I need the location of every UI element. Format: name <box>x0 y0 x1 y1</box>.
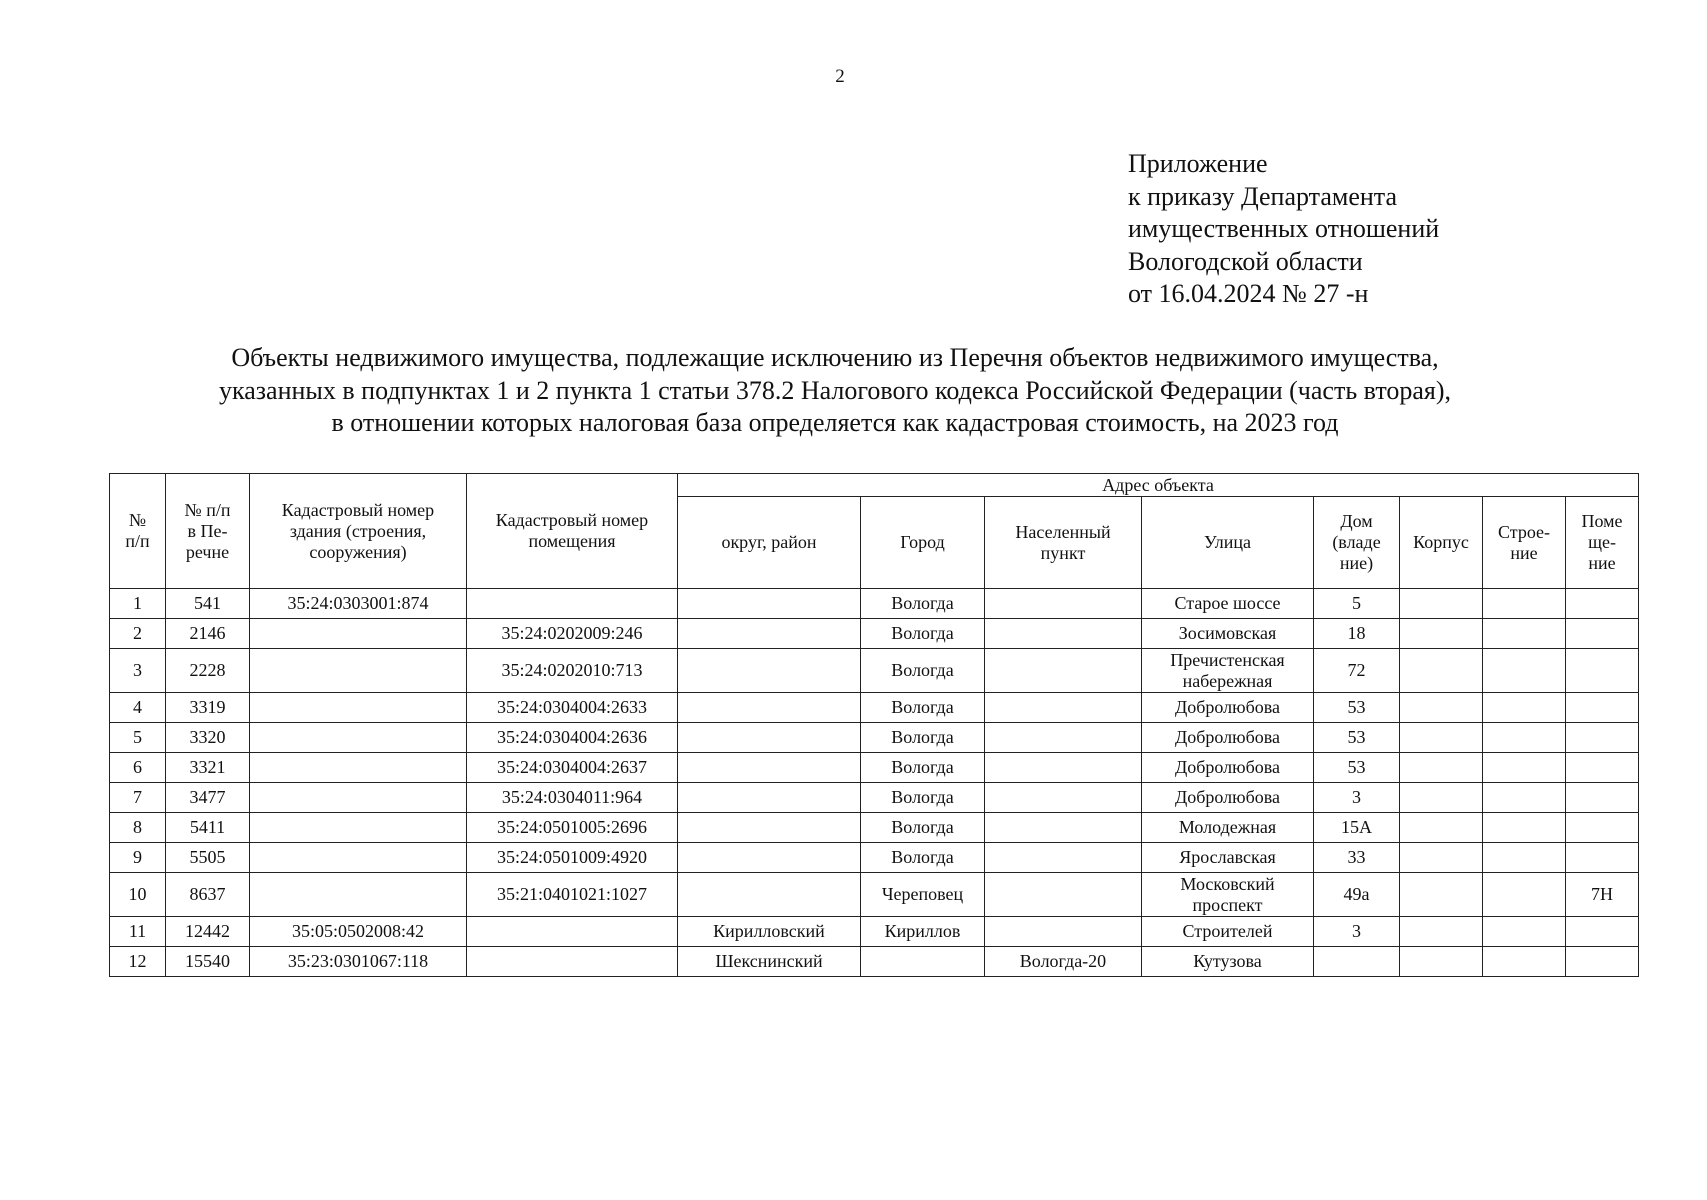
header-line: Населенный <box>1015 521 1111 542</box>
cell-street: Добролюбова <box>1142 783 1314 813</box>
header-street: Улица <box>1142 497 1314 589</box>
cell-korpus <box>1400 813 1483 843</box>
cell-room <box>1566 753 1639 783</box>
cell-list-num: 12442 <box>166 917 250 947</box>
header-building-cadastral <box>250 474 467 589</box>
cell-settlement <box>985 723 1142 753</box>
cell-building-cadastral <box>250 649 467 693</box>
cell-district: Шекснинский <box>678 947 861 977</box>
cell-city: Вологда <box>861 753 985 783</box>
cell-num: 3 <box>110 649 166 693</box>
cell-building <box>1483 843 1566 873</box>
cell-building <box>1483 649 1566 693</box>
cell-building-cadastral: 35:24:0303001:874 <box>250 589 467 619</box>
cell-korpus <box>1400 947 1483 977</box>
cell-room <box>1566 843 1639 873</box>
cell-building <box>1483 917 1566 947</box>
cell-num: 9 <box>110 843 166 873</box>
cell-num: 12 <box>110 947 166 977</box>
cell-building-cadastral: 35:23:0301067:118 <box>250 947 467 977</box>
cell-room-cadastral <box>467 947 678 977</box>
cell-room-cadastral <box>467 917 678 947</box>
header-room-cadastral <box>467 474 678 589</box>
cell-korpus <box>1400 873 1483 917</box>
cell-room <box>1566 813 1639 843</box>
cell-building <box>1483 947 1566 977</box>
cell-korpus <box>1400 843 1483 873</box>
header-korpus: Корпус <box>1400 497 1483 589</box>
cell-street <box>1142 873 1314 917</box>
appendix-block <box>1128 148 1439 311</box>
cell-room-cadastral: 35:24:0501009:4920 <box>467 843 678 873</box>
header-line: помещения <box>528 531 616 551</box>
cell-city: Вологда <box>861 843 985 873</box>
header-line: Поме <box>1581 511 1623 531</box>
cell-street: Ярославская <box>1142 843 1314 873</box>
table-row <box>110 843 1639 873</box>
cell-street: Добролюбова <box>1142 723 1314 753</box>
table-row <box>110 723 1639 753</box>
cell-list-num: 541 <box>166 589 250 619</box>
cell-num: 6 <box>110 753 166 783</box>
cell-city: Вологда <box>861 813 985 843</box>
cell-house: 53 <box>1314 693 1400 723</box>
cell-settlement <box>985 589 1142 619</box>
header-room <box>1566 497 1639 589</box>
cell-building <box>1483 693 1566 723</box>
header-num <box>110 474 166 589</box>
cell-settlement <box>985 843 1142 873</box>
cell-district: Кирилловский <box>678 917 861 947</box>
cell-room <box>1566 917 1639 947</box>
cell-city: Вологда <box>861 693 985 723</box>
cell-building <box>1483 589 1566 619</box>
street-line: проспект <box>1192 894 1263 915</box>
street-line: Московский <box>1180 873 1275 894</box>
cell-list-num: 5411 <box>166 813 250 843</box>
cell-house: 53 <box>1314 753 1400 783</box>
cell-street <box>1142 649 1314 693</box>
document-title <box>120 342 1550 440</box>
cell-room-cadastral: 35:24:0304004:2637 <box>467 753 678 783</box>
objects-table <box>109 473 1639 977</box>
cell-street: Молодежная <box>1142 813 1314 843</box>
table-row <box>110 619 1639 649</box>
header-line: п/п <box>125 531 150 551</box>
cell-num: 7 <box>110 783 166 813</box>
cell-korpus <box>1400 917 1483 947</box>
cell-korpus <box>1400 589 1483 619</box>
cell-building-cadastral <box>250 813 467 843</box>
header-line: ние <box>1588 553 1616 573</box>
cell-house <box>1314 947 1400 977</box>
cell-list-num: 3320 <box>166 723 250 753</box>
cell-settlement: Вологда-20 <box>985 947 1142 977</box>
header-district: округ, район <box>678 497 861 589</box>
cell-num: 5 <box>110 723 166 753</box>
cell-settlement <box>985 619 1142 649</box>
cell-settlement <box>985 693 1142 723</box>
cell-room <box>1566 947 1639 977</box>
cell-building-cadastral <box>250 723 467 753</box>
cell-list-num: 2228 <box>166 649 250 693</box>
street-line: Пречистенская <box>1170 649 1285 670</box>
cell-settlement <box>985 813 1142 843</box>
header-list-num <box>166 474 250 589</box>
cell-list-num: 5505 <box>166 843 250 873</box>
cell-street: Добролюбова <box>1142 693 1314 723</box>
appendix-line: имущественных отношений <box>1128 214 1440 243</box>
header-line: № <box>128 510 147 530</box>
header-line: № п/п <box>184 499 231 520</box>
cell-district <box>678 873 861 917</box>
header-house <box>1314 497 1400 589</box>
cell-num: 2 <box>110 619 166 649</box>
header-line: ще- <box>1588 532 1616 552</box>
cell-house: 18 <box>1314 619 1400 649</box>
cell-room-cadastral: 35:24:0304011:964 <box>467 783 678 813</box>
header-city: Город <box>861 497 985 589</box>
cell-district <box>678 693 861 723</box>
cell-house: 3 <box>1314 783 1400 813</box>
cell-house: 15А <box>1314 813 1400 843</box>
cell-korpus <box>1400 783 1483 813</box>
header-line: сооружения) <box>309 541 407 562</box>
cell-city: Вологда <box>861 649 985 693</box>
cell-district <box>678 813 861 843</box>
table-row <box>110 813 1639 843</box>
cell-city: Череповец <box>861 873 985 917</box>
header-building <box>1483 497 1566 589</box>
table-row <box>110 917 1639 947</box>
cell-city: Кириллов <box>861 917 985 947</box>
cell-district <box>678 723 861 753</box>
header-line: ние) <box>1339 553 1374 573</box>
cell-korpus <box>1400 723 1483 753</box>
cell-list-num: 8637 <box>166 873 250 917</box>
cell-korpus <box>1400 753 1483 783</box>
table-row <box>110 947 1639 977</box>
cell-city: Вологда <box>861 619 985 649</box>
header-line: Кадастровый номер <box>281 499 435 520</box>
cell-korpus <box>1400 619 1483 649</box>
cell-building-cadastral <box>250 693 467 723</box>
cell-building <box>1483 783 1566 813</box>
cell-city: Вологда <box>861 723 985 753</box>
cell-room <box>1566 589 1639 619</box>
cell-room <box>1566 649 1639 693</box>
cell-district <box>678 783 861 813</box>
cell-street: Строителей <box>1142 917 1314 947</box>
cell-num: 1 <box>110 589 166 619</box>
cell-room-cadastral: 35:21:0401021:1027 <box>467 873 678 917</box>
header-line: ние <box>1510 542 1538 563</box>
cell-house: 33 <box>1314 843 1400 873</box>
header-line: пункт <box>1040 542 1086 563</box>
cell-district <box>678 619 861 649</box>
header-line: речне <box>185 541 230 562</box>
header-line: Строе- <box>1497 521 1551 542</box>
title-line: Объекты недвижимого имущества, подлежащие исключению из Перечня объектов недвижимого имущества, <box>231 343 1439 372</box>
table-body <box>110 589 1639 977</box>
cell-district <box>678 589 861 619</box>
appendix-line: от 16.04.2024 № 27 -н <box>1128 279 1369 308</box>
table-row <box>110 693 1639 723</box>
appendix-line: Приложение <box>1128 149 1268 178</box>
cell-room-cadastral: 35:24:0304004:2636 <box>467 723 678 753</box>
cell-building <box>1483 873 1566 917</box>
header-settlement <box>985 497 1142 589</box>
cell-building-cadastral <box>250 843 467 873</box>
cell-city <box>861 947 985 977</box>
cell-room <box>1566 693 1639 723</box>
header-line: в Пе- <box>187 520 228 541</box>
cell-num: 10 <box>110 873 166 917</box>
cell-settlement <box>985 649 1142 693</box>
cell-list-num: 3321 <box>166 753 250 783</box>
cell-house: 49а <box>1314 873 1400 917</box>
table-row <box>110 649 1639 693</box>
cell-city: Вологда <box>861 589 985 619</box>
cell-building <box>1483 753 1566 783</box>
appendix-line: Вологодской области <box>1128 246 1363 276</box>
cell-city: Вологда <box>861 783 985 813</box>
header-line: здания (строения, <box>289 520 427 541</box>
table-row <box>110 589 1639 619</box>
cell-room: 7Н <box>1566 873 1639 917</box>
cell-settlement <box>985 917 1142 947</box>
cell-house: 53 <box>1314 723 1400 753</box>
cell-house: 3 <box>1314 917 1400 947</box>
cell-street: Кутузова <box>1142 947 1314 977</box>
cell-room <box>1566 783 1639 813</box>
cell-settlement <box>985 783 1142 813</box>
cell-korpus <box>1400 693 1483 723</box>
cell-house: 5 <box>1314 589 1400 619</box>
cell-district <box>678 843 861 873</box>
cell-room-cadastral: 35:24:0202009:246 <box>467 619 678 649</box>
title-line: в отношении которых налоговая база определяется как кадастровая стоимость, на 2023 год <box>331 408 1339 437</box>
cell-korpus <box>1400 649 1483 693</box>
cell-building <box>1483 723 1566 753</box>
cell-settlement <box>985 873 1142 917</box>
table-row <box>110 873 1639 917</box>
table-row <box>110 783 1639 813</box>
cell-room-cadastral: 35:24:0304004:2633 <box>467 693 678 723</box>
cell-list-num: 15540 <box>166 947 250 977</box>
page-number: 2 <box>835 66 845 87</box>
cell-building-cadastral <box>250 753 467 783</box>
cell-building <box>1483 813 1566 843</box>
title-line: указанных в подпунктах 1 и 2 пункта 1 статьи 378.2 Налогового кодекса Российской Федерации (часть вторая), <box>219 375 1451 405</box>
cell-room-cadastral <box>467 589 678 619</box>
cell-building-cadastral <box>250 783 467 813</box>
cell-building-cadastral: 35:05:0502008:42 <box>250 917 467 947</box>
cell-district <box>678 753 861 783</box>
table-row <box>110 753 1639 783</box>
header-line: Дом <box>1340 511 1373 531</box>
cell-district <box>678 649 861 693</box>
header-line: Кадастровый номер <box>495 510 649 530</box>
cell-room <box>1566 619 1639 649</box>
cell-settlement <box>985 753 1142 783</box>
cell-list-num: 3319 <box>166 693 250 723</box>
cell-room-cadastral: 35:24:0202010:713 <box>467 649 678 693</box>
cell-list-num: 3477 <box>166 783 250 813</box>
header-line: (владе <box>1332 532 1381 552</box>
cell-building <box>1483 619 1566 649</box>
cell-street: Добролюбова <box>1142 753 1314 783</box>
header-address-group: Адрес объекта <box>678 474 1639 497</box>
cell-building-cadastral <box>250 619 467 649</box>
cell-street: Старое шоссе <box>1142 589 1314 619</box>
cell-num: 8 <box>110 813 166 843</box>
cell-room-cadastral: 35:24:0501005:2696 <box>467 813 678 843</box>
cell-list-num: 2146 <box>166 619 250 649</box>
cell-house: 72 <box>1314 649 1400 693</box>
cell-num: 11 <box>110 917 166 947</box>
cell-street: Зосимовская <box>1142 619 1314 649</box>
street-line: набережная <box>1182 670 1273 691</box>
cell-num: 4 <box>110 693 166 723</box>
appendix-line: к приказу Департамента <box>1128 181 1398 211</box>
cell-room <box>1566 723 1639 753</box>
cell-building-cadastral <box>250 873 467 917</box>
